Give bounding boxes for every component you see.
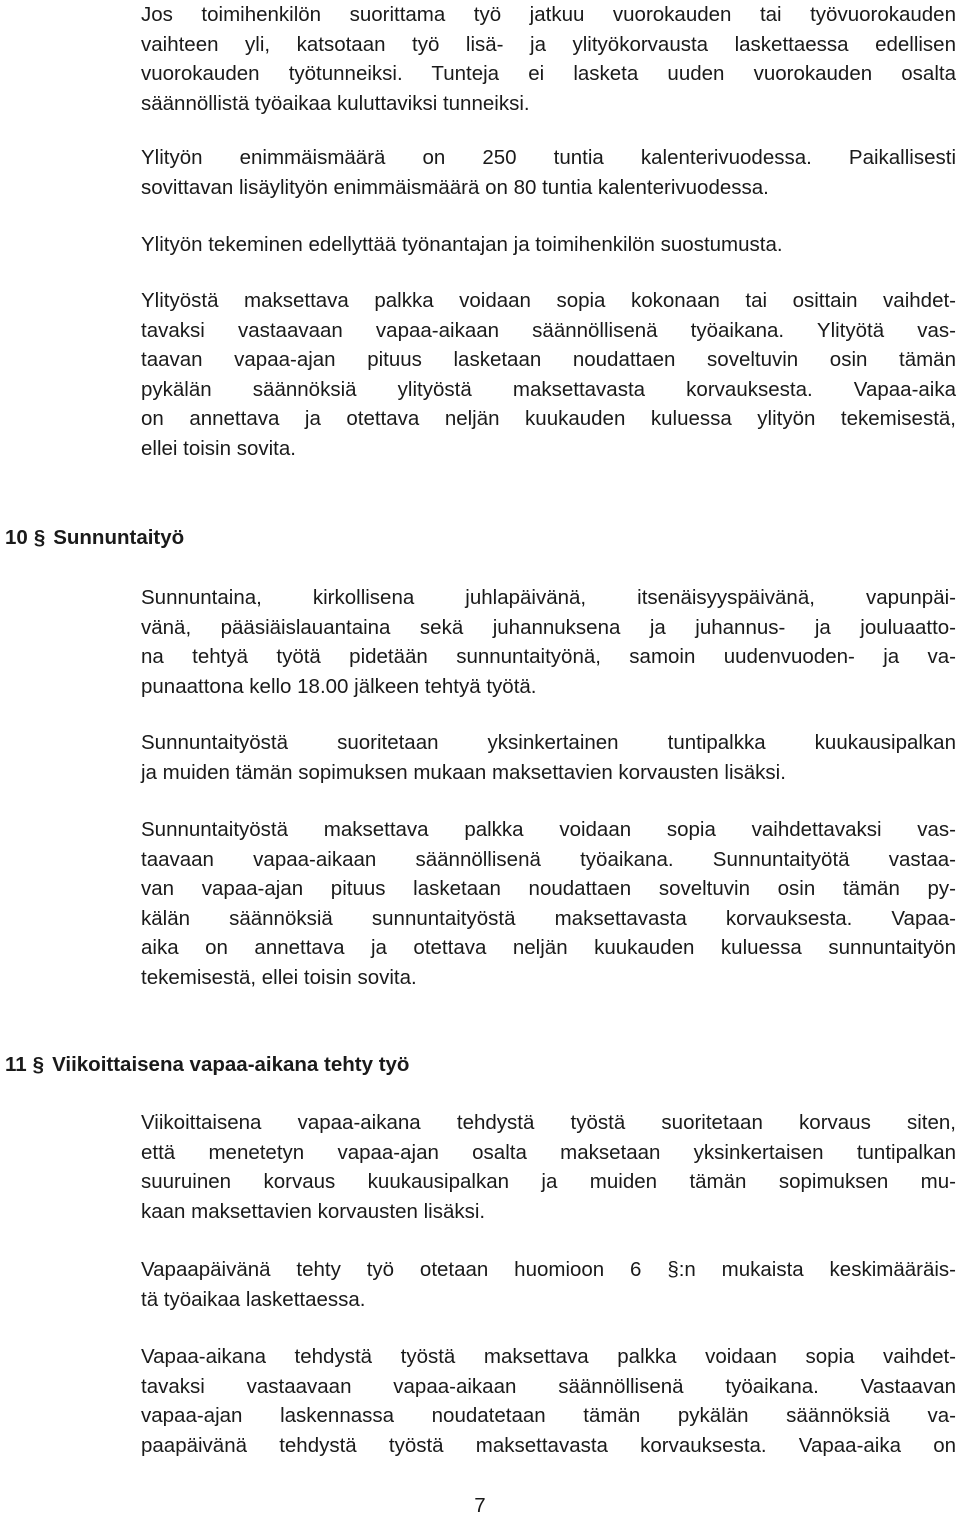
text-line: vapaa-ajan laskennassa noudatetaan tämän pykälän säännöksiä va- bbox=[141, 1404, 956, 1428]
text-line: vaihteen yli, katsotaan työ lisä- ja ylityökorvausta laskettaessa edellisen bbox=[141, 32, 956, 56]
text-line: sovittavan lisäylityön enimmäismäärä on 80 tuntia kalenterivuodessa. bbox=[141, 175, 769, 199]
paragraph-overtime-max bbox=[141, 143, 956, 202]
paragraph-sunday-pay bbox=[141, 728, 956, 787]
text-line: kälän säännöksiä sunnuntaityöstä maksettavasta korvauksesta. Vapaa- bbox=[141, 906, 956, 930]
text-line: ellei toisin sovita. bbox=[141, 436, 296, 460]
text-line: tavaksi vastaavaan vapaa-aikaan säännöllisenä työaikana. Vastaavan bbox=[141, 1374, 956, 1398]
text-line: Jos toimihenkilön suorittama työ jatkuu vuorokauden tai työvuorokauden bbox=[141, 3, 956, 26]
text-line: Vapaa-aikana tehdystä työstä maksettava palkka voidaan sopia vaihdet- bbox=[141, 1345, 956, 1368]
text-line: Viikoittaisena vapaa-aikana tehdystä työstä suoritetaan korvaus siten, bbox=[141, 1111, 956, 1134]
paragraph-overtime-consent bbox=[141, 230, 956, 260]
text-line: taavaan vapaa-aikaan säännöllisenä työaikana. Sunnuntaityötä vastaa- bbox=[141, 847, 956, 871]
text-line: aika on annettava ja otettava neljän kuukauden kuluessa sunnuntaityön bbox=[141, 936, 956, 960]
text-line: pykälän säännöksiä ylityöstä maksettavasta korvauksesta. Vapaa-aika bbox=[141, 377, 956, 401]
section-title: Viikoittaisena vapaa-aikana tehty työ bbox=[52, 1053, 410, 1076]
text-line: kaan maksettavien korvausten lisäksi. bbox=[141, 1199, 486, 1223]
text-line: Ylityöstä maksettava palkka voidaan sopia kokonaan tai osittain vaihdet- bbox=[141, 289, 956, 312]
text-line: punaattona kello 18.00 jälkeen tehtyä työtä. bbox=[141, 674, 537, 698]
paragraph-weekly-free-time-compensation bbox=[141, 1108, 956, 1226]
page-number: 7 bbox=[474, 1494, 486, 1517]
text-line: vänä, pääsiäislauantaina sekä juhannuksena ja juhannus- ja jouluaatto- bbox=[141, 615, 956, 639]
text-line: Vapaapäivänä tehty työ otetaan huomioon 6 §:n mukaista keskimääräis- bbox=[141, 1258, 956, 1281]
text-line: Ylityön enimmäismäärä on 250 tuntia kalenterivuodessa. Paikallisesti bbox=[141, 146, 956, 169]
text-line: Ylityön tekeminen edellyttää työnantajan ja toimihenkilön suostumusta. bbox=[141, 233, 783, 256]
paragraph-sunday-definition bbox=[141, 583, 956, 701]
paragraph-free-time-exchange bbox=[141, 1342, 956, 1460]
text-line: ja muiden tämän sopimuksen mukaan maksettavien korvausten lisäksi. bbox=[141, 760, 786, 784]
text-line: tavaksi vastaavaan vapaa-aikaan säännöllisenä työaikana. Ylityötä vas- bbox=[141, 318, 956, 342]
text-line: säännöllistä työaikaa kuluttaviksi tunneiksi. bbox=[141, 91, 530, 115]
section-11-heading bbox=[5, 1050, 409, 1080]
section-number: 11 bbox=[5, 1053, 27, 1076]
text-line: tä työaikaa laskettaessa. bbox=[141, 1287, 366, 1311]
text-line: taavan vapaa-ajan pituus lasketaan noudattaen soveltuvin osin tämän bbox=[141, 348, 956, 372]
paragraph-day-off-work-hours bbox=[141, 1255, 956, 1314]
paragraph-sunday-exchange bbox=[141, 815, 956, 993]
text-line: että menetetyn vapaa-ajan osalta maksetaan yksinkertaisen tuntipalkan bbox=[141, 1140, 956, 1164]
text-line: tekemisestä, ellei toisin sovita. bbox=[141, 965, 417, 989]
section-title: Sunnuntaityö bbox=[53, 526, 185, 549]
text-line: Sunnuntaityöstä suoritetaan yksinkertainen tuntipalkka kuukausipalkan bbox=[141, 731, 956, 754]
section-10-heading bbox=[5, 523, 184, 553]
text-line: on annettava ja otettava neljän kuukauden kuluessa ylityön tekemisestä, bbox=[141, 407, 956, 431]
section-number: 10 bbox=[5, 526, 28, 549]
paragraph-overtime-exchange bbox=[141, 286, 956, 464]
text-line: Sunnuntaityöstä maksettava palkka voidaan sopia vaihdettavaksi vas- bbox=[141, 818, 956, 841]
paragraph-overnight-work bbox=[141, 0, 956, 118]
text-line: Sunnuntaina, kirkollisena juhlapäivänä, itsenäisyyspäivänä, vapunpäi- bbox=[141, 586, 956, 609]
text-line: van vapaa-ajan pituus lasketaan noudattaen soveltuvin osin tämän py- bbox=[141, 877, 956, 901]
text-line: na tehtyä työtä pidetään sunnuntaityönä, samoin uudenvuoden- ja va- bbox=[141, 645, 956, 669]
section-symbol: § bbox=[32, 1053, 45, 1076]
text-line: suuruinen korvaus kuukausipalkan ja muiden tämän sopimuksen mu- bbox=[141, 1170, 956, 1194]
section-symbol: § bbox=[33, 526, 46, 549]
text-line: vuorokauden työtunneiksi. Tunteja ei lasketa uuden vuorokauden osalta bbox=[141, 62, 956, 86]
text-line: paapäivänä tehdystä työstä maksettavasta korvauksesta. Vapaa-aika on bbox=[141, 1433, 956, 1457]
